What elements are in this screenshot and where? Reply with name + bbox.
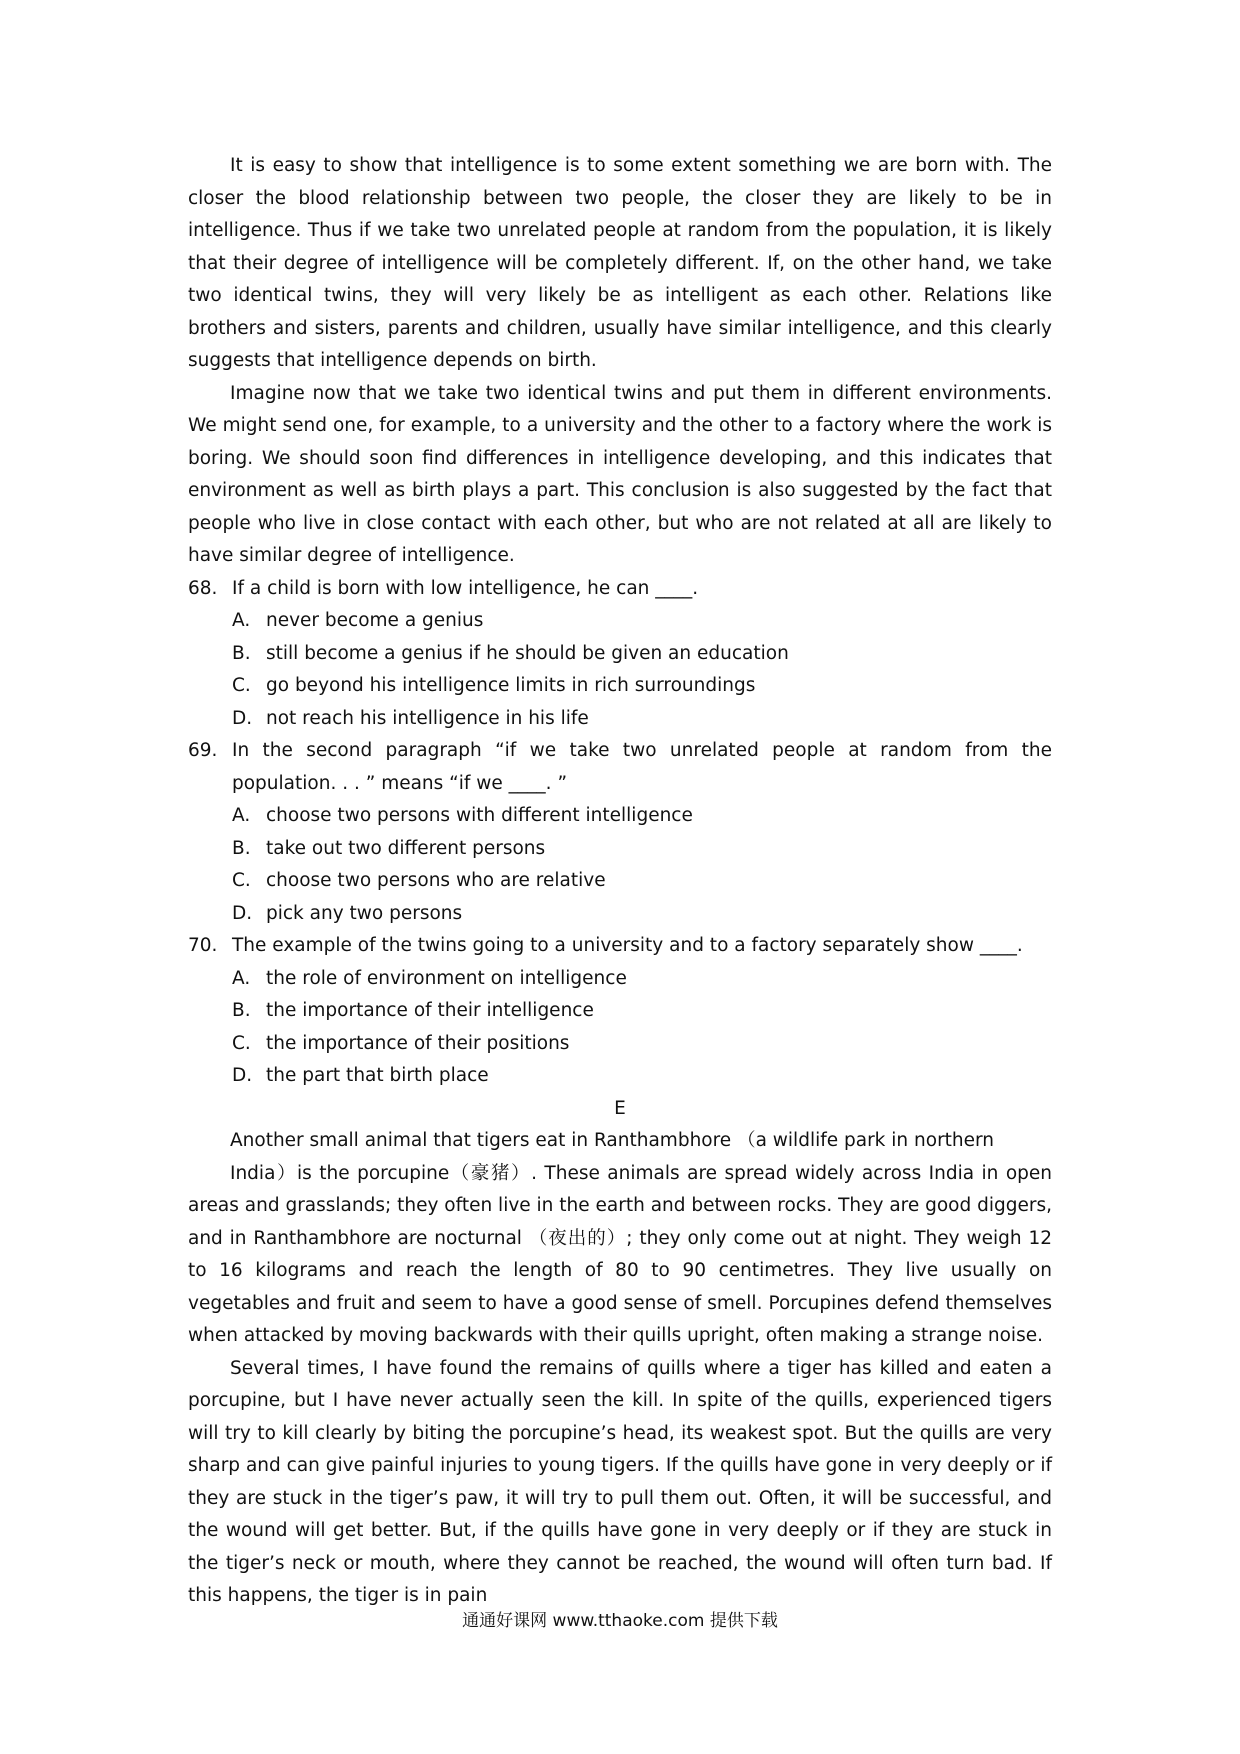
option-a (232, 963, 1052, 996)
option-c (232, 670, 1052, 703)
option-letter: A. (232, 610, 251, 631)
option-b (232, 833, 1052, 866)
option-letter: C. (232, 1032, 251, 1054)
option-letter: A. (232, 805, 251, 826)
option-b (232, 638, 1052, 671)
page-content (188, 150, 1052, 1613)
section-heading-e: E (614, 1097, 626, 1119)
option-text: the importance of their positions (266, 1032, 570, 1054)
option-c (232, 865, 1052, 898)
question-number: 70. (188, 935, 218, 956)
option-letter: A. (232, 967, 251, 989)
question-69 (188, 735, 1052, 800)
passage-d-paragraph-1: It is easy to show that intelligence is to some extent something we are born with. The closer the blood relationship between two people, the closer they are likely to be in intelligence. Thus if we take two unrelated people at random from the population, it is likely that their degree of intelligence will be completely different. If, on the other hand, we take two identical twins, they will very likely be as intelligent as each other. Relations like brothers and sisters, parents and children, usually have similar intelligence, and this clearly suggests that intelligence depends on birth. (188, 155, 1052, 371)
option-letter: B. (232, 1000, 251, 1021)
option-letter: B. (232, 837, 251, 859)
option-c (232, 1028, 1052, 1061)
option-text: not reach his intelligence in his life (266, 707, 589, 729)
question-number: 68. (188, 577, 218, 599)
option-a (232, 605, 1052, 638)
page-footer: 通通好课网 www.tthaoke.com 提供下载 (462, 1611, 778, 1631)
question-stem: If a child is born with low intelligence, he can ____. (232, 577, 699, 599)
option-d (232, 898, 1052, 931)
option-text: the role of environment on intelligence (266, 967, 627, 989)
option-letter: C. (232, 675, 251, 696)
passage-e-paragraph-2: Several times, I have found the remains of quills where a tiger has killed and eaten a porcupine, but I have never actually seen the kill. In spite of the quills, experienced tigers will try to kill clearly by biting the porcupine’s head, its weakest spot. But the quills are very sharp and can give painful injuries to young tigers. If the quills have gone in very deeply or if they are stuck in the tiger’s paw, it will try to pull them out. Often, it will be successful, and the wound will get better. But, if the quills have gone in very deeply or if they are stuck in the tiger’s neck or mouth, where they cannot be reached, the wound will often turn bad. If this happens, the tiger is in pain (188, 1357, 1052, 1606)
question-68 (188, 573, 1052, 606)
question-70-options (188, 963, 1052, 1093)
question-68-options (188, 605, 1052, 735)
question-number: 69. (188, 740, 218, 761)
option-text: the importance of their intelligence (266, 1000, 594, 1021)
passage-e-paragraph-1: India）is the porcupine（豪猪）. These animals are spread widely across India in open areas and grasslands; they often live in the earth and between rocks. They are good diggers, and in Ranthambhore are nocturnal （夜出的）; they only come out at night. They weigh 12 to 16 kilograms and reach the length of 80 to 90 centimetres. They live usually on vegetables and fruit and seem to have a good sense of smell. Porcupines defend themselves when attacked by moving backwards with their quills upright, often making a strange noise. (188, 1162, 1052, 1346)
option-letter: D. (232, 902, 253, 924)
question-stem: In the second paragraph “if we take two unrelated people at random from the population. . . ” means “if we ____. ” (232, 740, 1052, 794)
question-70 (188, 930, 1052, 963)
option-letter: D. (232, 707, 253, 729)
passage-d-paragraph-2: Imagine now that we take two identical twins and put them in different environments. We might send one, for example, to a university and the other to a factory where the work is boring. We should soon find differences in intelligence developing, and this indicates that environment as well as birth plays a part. This conclusion is also suggested by the fact that people who live in close contact with each other, but who are not related at all are likely to have similar degree of intelligence. (188, 382, 1052, 566)
question-69-options (188, 800, 1052, 930)
option-d (232, 703, 1052, 736)
option-d (232, 1060, 1052, 1093)
option-b (232, 995, 1052, 1028)
option-text: choose two persons who are relative (266, 870, 606, 891)
question-stem: The example of the twins going to a university and to a factory separately show ____. (232, 935, 1023, 956)
option-letter: D. (232, 1065, 253, 1086)
option-a (232, 800, 1052, 833)
option-letter: B. (232, 642, 251, 664)
option-text: choose two persons with different intelligence (266, 805, 693, 826)
passage-e-first-line: Another small animal that tigers eat in Ranthambhore （a wildlife park in northern (230, 1130, 995, 1151)
option-text: pick any two persons (266, 902, 463, 924)
option-letter: C. (232, 870, 251, 891)
option-text: take out two different persons (266, 837, 546, 859)
option-text: the part that birth place (266, 1065, 489, 1086)
option-text: never become a genius (266, 610, 484, 631)
option-text: go beyond his intelligence limits in rich surroundings (266, 675, 756, 696)
option-text: still become a genius if he should be given an education (266, 642, 789, 664)
